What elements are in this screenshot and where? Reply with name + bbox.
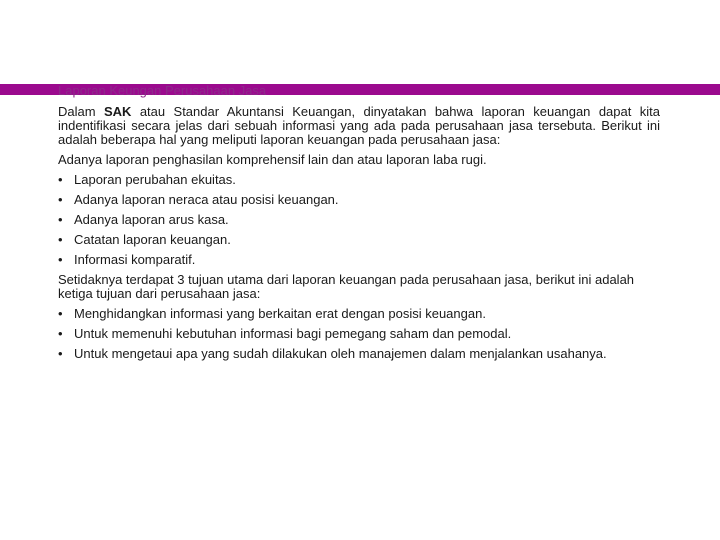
list-item-text: Laporan perubahan ekuitas.: [74, 172, 236, 187]
bullet-icon: •: [58, 346, 63, 361]
list-item: [58, 347, 660, 361]
list-item: [58, 307, 660, 321]
list-item-text: Adanya laporan arus kasa.: [74, 212, 229, 227]
intro-bold-term: SAK: [103, 104, 132, 119]
statement-line: Adanya laporan penghasilan komprehensif lain dan atau laporan laba rugi.: [58, 152, 487, 167]
bullet-icon: •: [58, 306, 63, 321]
slide-body: [58, 105, 660, 367]
list-item-text: Catatan laporan keuangan.: [74, 232, 231, 247]
goals-list: [58, 307, 660, 361]
list-item: [58, 253, 660, 267]
list-item: [58, 173, 660, 187]
bullet-icon: •: [58, 326, 63, 341]
list-item-text: Untuk memenuhi kebutuhan informasi bagi pemegang saham dan pemodal.: [74, 326, 512, 341]
intro-prefix: Dalam: [58, 104, 104, 119]
goals-paragraph: Setidaknya terdapat 3 tujuan utama dari laporan keuangan pada perusahaan jasa, berikut ini adalah ketiga tujuan dari perusahaan jasa:: [58, 272, 635, 301]
slide-title: Laporan Keungan Perusahaan Jasa: [58, 83, 267, 98]
list-item: [58, 233, 660, 247]
bullet-icon: •: [58, 252, 63, 267]
list-item: [58, 213, 660, 227]
bullet-icon: •: [58, 212, 63, 227]
list-item-text: Untuk mengetaui apa yang sudah dilakukan oleh manajemen dalam menjalankan usahanya.: [74, 346, 607, 361]
report-list: [58, 173, 660, 267]
intro-paragraph: [58, 105, 660, 147]
list-item-text: Menghidangkan informasi yang berkaitan erat dengan posisi keuangan.: [74, 306, 486, 321]
list-item: [58, 193, 660, 207]
intro-suffix: atau Standar Akuntansi Keuangan, dinyatakan bahwa laporan keuangan dapat kita indentifikasi secara jelas dari sebuah informasi yang ada pada perusahaan jasa tersebuta. Berikut ini adalah beberapa hal yang meliputi laporan keuangan pada perusahaan jasa:: [58, 104, 660, 147]
bullet-icon: •: [58, 192, 63, 207]
bullet-icon: •: [58, 172, 63, 187]
bullet-icon: •: [58, 232, 63, 247]
list-item-text: Adanya laporan neraca atau posisi keuangan.: [74, 192, 339, 207]
list-item: [58, 327, 660, 341]
list-item-text: Informasi komparatif.: [74, 252, 196, 267]
